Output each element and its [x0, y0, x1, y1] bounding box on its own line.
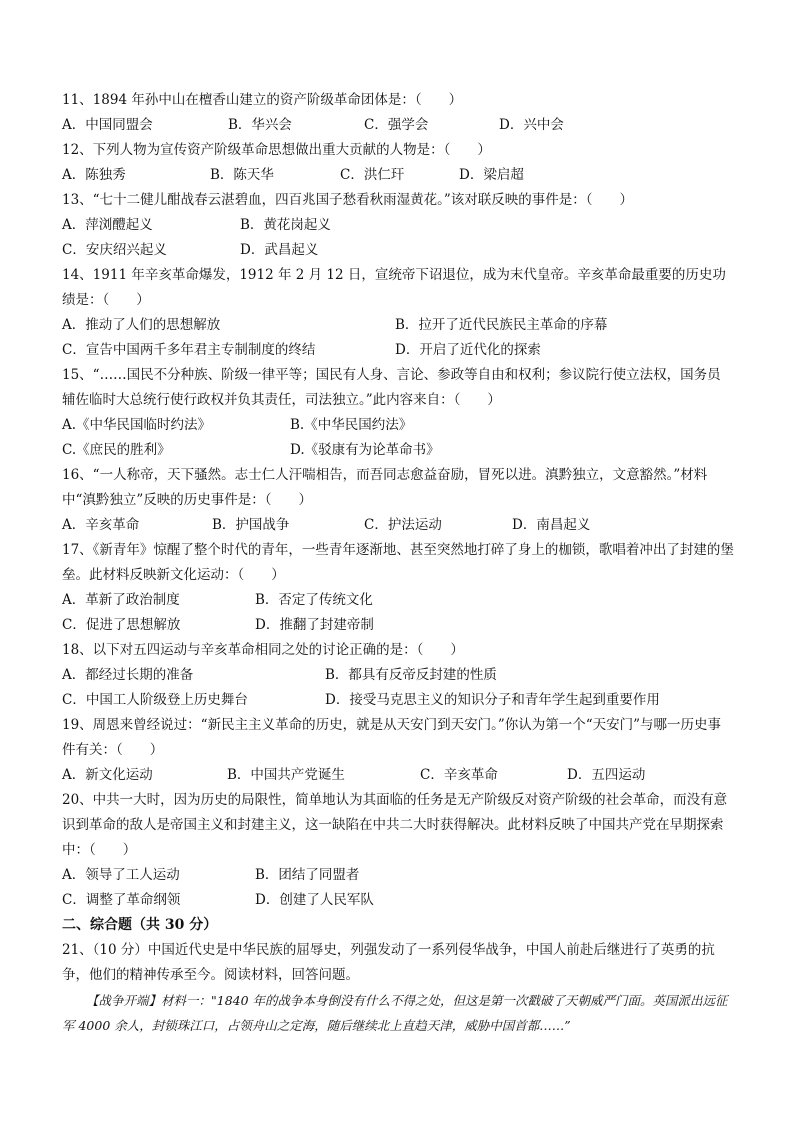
options-row — [62, 438, 734, 463]
question-11 — [62, 88, 734, 138]
options-row — [62, 663, 734, 688]
options-row — [62, 513, 734, 538]
options-row — [62, 763, 734, 788]
option-b: B.《中华民国约法》 — [290, 417, 413, 433]
option-b: B．护国战争 — [212, 517, 290, 533]
option-d: D．五四运动 — [567, 767, 646, 783]
option-d: D．创建了人民军队 — [255, 892, 374, 908]
options-row — [62, 888, 734, 913]
question-stem: 12、下列人物为宣传资产阶级革命思想做出重大贡献的人物是：（ ） — [62, 142, 491, 158]
options-row — [62, 863, 734, 888]
question-15 — [62, 363, 734, 463]
option-b: B．拉开了近代民族民主革命的序幕 — [395, 317, 608, 333]
options-row — [62, 338, 734, 363]
option-a: A．陈独秀 — [62, 167, 126, 183]
option-b: B．都具有反帝反封建的性质 — [325, 667, 497, 683]
option-b: B．黄花岗起义 — [240, 217, 331, 233]
question-stem: 19、周恩来曾经说过：“新民主主义革命的历史，就是从天安门到天安门。”你认为第一个“天安门”与哪一历史事件有关：（ ） — [62, 717, 722, 758]
option-a: A．领导了工人运动 — [62, 867, 180, 883]
section-heading: 二、综合题（共 30 分） — [62, 917, 218, 933]
option-d: D．梁启超 — [459, 167, 524, 183]
option-a: A．都经过长期的准备 — [62, 667, 194, 683]
option-c: C．调整了革命纲领 — [62, 892, 181, 908]
option-b: B．华兴会 — [228, 117, 292, 133]
options-row — [62, 163, 734, 188]
options-row — [62, 238, 734, 263]
question-stem: 17、《新青年》惊醒了整个时代的青年，一些青年逐渐地、甚至突然地打碎了身上的枷锁，歌唱着冲出了封建的堡垒。此材料反映新文化运动：（ ） — [62, 542, 734, 583]
question-18 — [62, 638, 734, 713]
option-c: C.《庶民的胜利》 — [62, 442, 171, 458]
option-c: C．辛亥革命 — [420, 767, 498, 783]
option-d: D．兴中会 — [499, 117, 564, 133]
exam-page — [62, 88, 734, 1038]
question-stem: 11、1894 年孙中山在檀香山建立的资产阶级革命团体是：（ ） — [62, 92, 463, 108]
question-stem: 14、1911 年辛亥革命爆发，1912 年 2 月 12 日，宣统帝下诏退位，成为末代皇帝。辛亥革命最重要的历史功绩是：（ ） — [62, 267, 726, 308]
option-a: A．中国同盟会 — [62, 117, 153, 133]
options-row — [62, 313, 734, 338]
material-1: 【战争开端】材料一："1840 年的战争本身倒没有什么不得之处，但这是第一次戳破了天朝威严门面。英国派出远征军 4000 余人，封锁珠江口，占领舟山之定海，随后继续北上直趋天津，威胁中国首都……” — [62, 993, 728, 1033]
question-12 — [62, 138, 734, 188]
option-d: D.《驳康有为论革命书》 — [290, 442, 440, 458]
option-b: B．陈天华 — [210, 167, 274, 183]
options-row — [62, 588, 734, 613]
options-row — [62, 213, 734, 238]
option-d: D．开启了近代化的探索 — [395, 342, 541, 358]
option-c: C．促进了思想解放 — [62, 617, 181, 633]
question-stem: 15、“……国民不分种族、阶级一律平等；国民有人身、言论、参政等自由和权利；参议院行使立法权，国务员辅佐临时大总统行使行政权并负其责任，司法独立。”此内容来自：（ ） — [62, 367, 721, 408]
option-b: B．否定了传统文化 — [255, 592, 373, 608]
option-a: A．辛亥革命 — [62, 517, 140, 533]
option-c: C．洪仁玕 — [340, 167, 405, 183]
question-stem: 13、“七十二健儿酣战春云湛碧血，四百兆国子愁看秋雨湿黄花。”该对联反映的事件是：（ ） — [62, 192, 633, 208]
option-d: D．推翻了封建帝制 — [255, 617, 374, 633]
option-a: A．革新了政治制度 — [62, 592, 180, 608]
options-row — [62, 413, 734, 438]
question-13 — [62, 188, 734, 263]
question-21-intro: 21、（10 分）中国近代史是中华民族的屈辱史，列强发动了一系列侵华战争，中国人前赴后继进行了英勇的抗争，他们的精神传承至今。阅读材料，回答问题。 — [62, 942, 715, 983]
option-c: C．宣告中国两千多年君主专制制度的终结 — [62, 342, 316, 358]
option-d: D．南昌起义 — [512, 517, 591, 533]
option-c: C．强学会 — [364, 117, 429, 133]
question-16 — [62, 463, 734, 538]
options-row — [62, 113, 734, 138]
question-stem: 18、以下对五四运动与辛亥革命相同之处的讨论正确的是：（ ） — [62, 642, 464, 658]
question-14 — [62, 263, 734, 363]
option-d: D．武昌起义 — [240, 242, 319, 258]
question-20 — [62, 788, 734, 913]
option-b: B．中国共产党诞生 — [227, 767, 345, 783]
question-17 — [62, 538, 734, 638]
option-a: A．新文化运动 — [62, 767, 153, 783]
options-row — [62, 613, 734, 638]
option-a: A.《中华民国临时约法》 — [62, 417, 212, 433]
option-a: A．推动了人们的思想解放 — [62, 317, 221, 333]
options-row — [62, 688, 734, 713]
option-d: D．接受马克思主义的知识分子和青年学生起到重要作用 — [325, 692, 660, 708]
question-19 — [62, 713, 734, 788]
question-stem: 20、中共一大时，因为历史的局限性，简单地认为其面临的任务是无产阶级反对资产阶级的社会革命，而没有意识到革命的敌人是帝国主义和封建主义，这一缺陷在中共二大时获得解决。此材料反映了中国共产党在早期探索中：（ ） — [62, 792, 728, 858]
option-c: C．安庆绍兴起义 — [62, 242, 167, 258]
option-b: B．团结了同盟者 — [255, 867, 360, 883]
option-c: C．护法运动 — [364, 517, 442, 533]
option-c: C．中国工人阶级登上历史舞台 — [62, 692, 248, 708]
option-a: A．萍浏醴起义 — [62, 217, 153, 233]
question-stem: 16、“一人称帝，天下骚然。志士仁人汗喘相告，而吾同志愈益奋励，冒死以进。滇黔独立，文意豁然。”材料中“滇黔独立”反映的历史事件是：（ ） — [62, 467, 708, 508]
